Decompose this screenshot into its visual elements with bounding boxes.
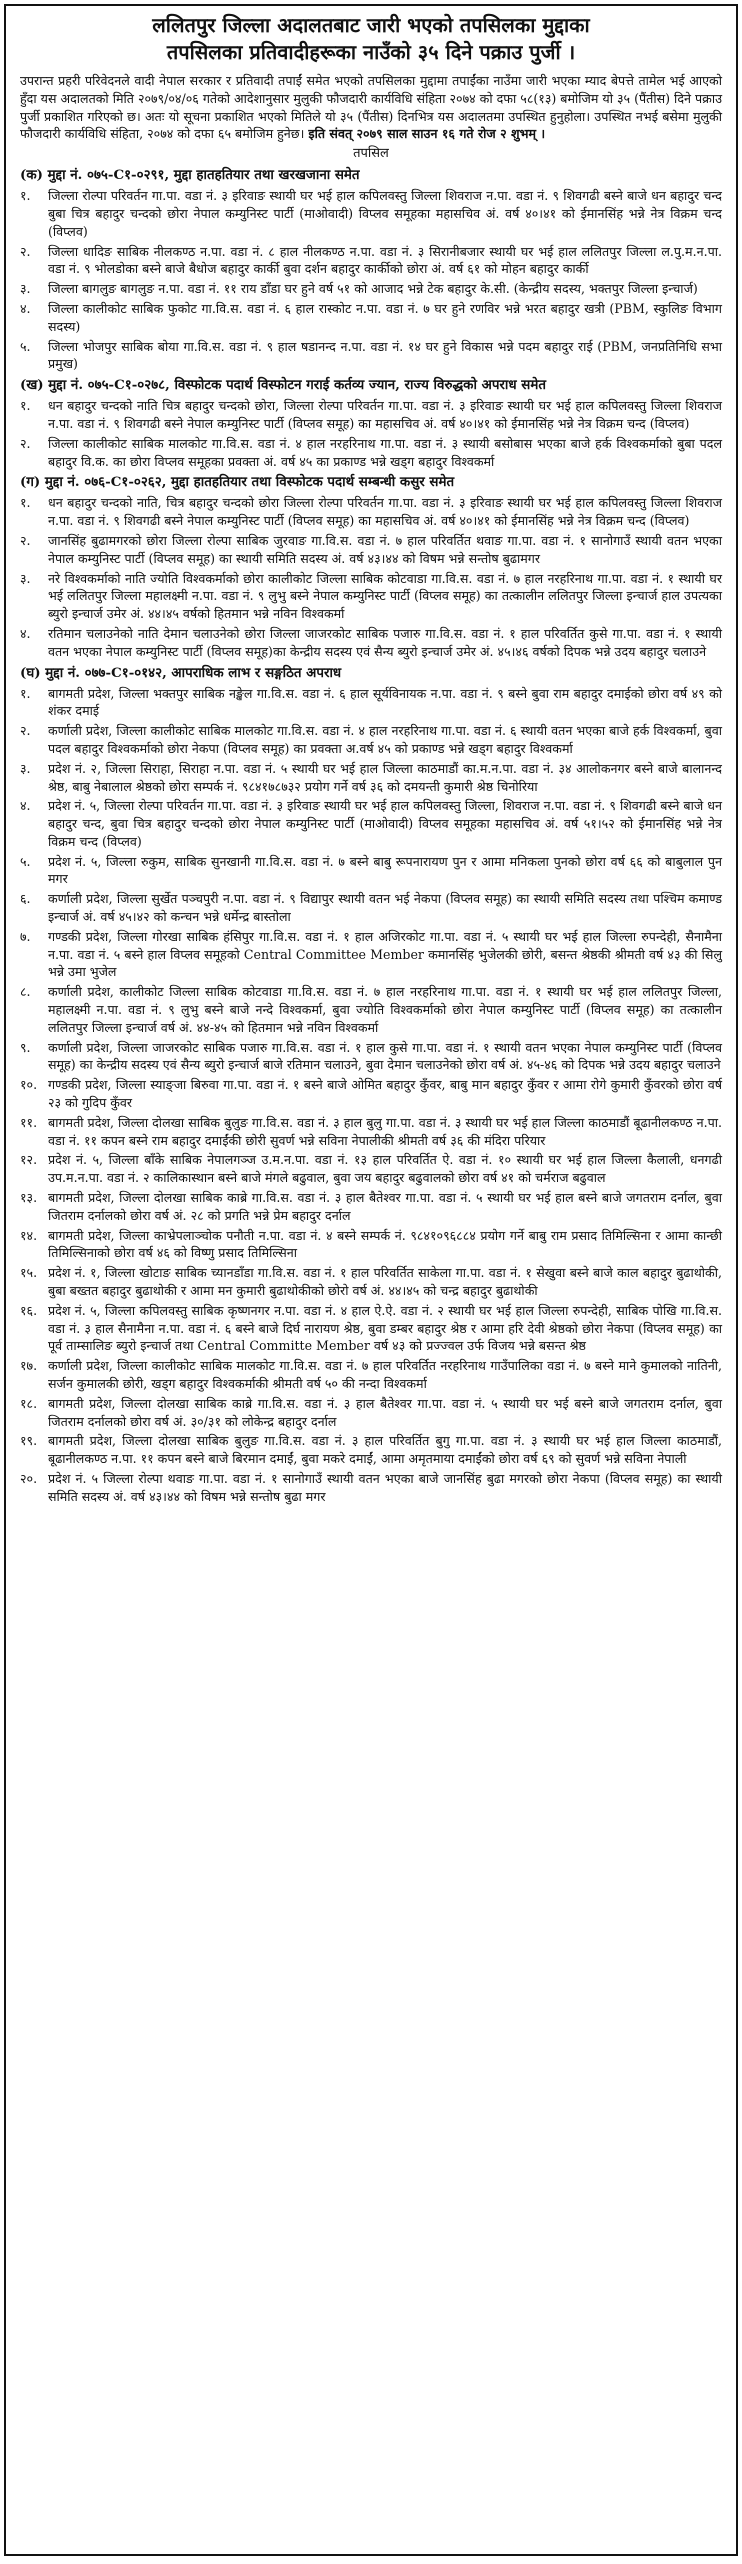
- entry-text: जिल्ला कालीकोट साबिक फुकोट गा.वि.स. वडा नं. ६ हाल रास्कोट न.पा. वडा नं. ७ घर हुने रणविर भन्ने भरत बहादुर खत्री (PBM, स्कुलिङ विभाग सदस्य): [48, 300, 722, 334]
- tapasil-label: तपसिल: [353, 146, 389, 162]
- entry-number: ३.: [20, 570, 31, 586]
- entry-number: १.: [20, 188, 31, 204]
- accused-entry: [20, 625, 722, 661]
- entry-number: १६.: [20, 1302, 38, 1318]
- entry-text: प्रदेश नं. १, जिल्ला खोटाङ साबिक च्यानडाँडा गा.वि.स. वडा नं. १ हाल परिवर्तित साकेला गा.पा. वडा नं. १ सेखुवा बस्ने बाजे काल बहादुर बुढाथोकी, बुबा बख्तत बहादुर बुढाथोकी र आमा मन कुमारी बुढाथोकीको छोरो वर्ष अं. ४४।४५ को चन्द्र बहादुर बुढाथोकी: [48, 1265, 722, 1299]
- entry-number: १५.: [20, 1265, 38, 1281]
- entry-number: ४.: [20, 625, 31, 641]
- accused-entry: [20, 1357, 722, 1393]
- entry-text: नरे विश्वकर्माको नाति ज्योति विश्वकर्माको छोरा कालीकोट जिल्ला साबिक कोटवाडा गा.वि.स. वडा नं. ७ हाल नरहरिनाथ गा.पा. वडा नं. १ स्थायी घर भई ललितपुर जिल्ला महालक्ष्मी न.पा. वडा नं. ९ लुभु बस्ने नेपाल कम्युनिस्ट पार्टी (विप्लव समूह) का तत्कालीन ललितपुर जिल्ला इन्चार्ज हाल उपत्यका ब्युरो इन्चार्ज उमेर अं. ४४।४५ वर्षको हितमान भन्ने नविन विश्वकर्मा: [48, 570, 722, 622]
- case-sections: [20, 166, 722, 1505]
- entry-number: १२.: [20, 1152, 38, 1168]
- accused-entry: [20, 1302, 722, 1355]
- accused-entry: [20, 928, 722, 981]
- accused-entry: [20, 1076, 722, 1112]
- accused-entry: [20, 338, 722, 374]
- entry-text: प्रदेश नं. ५, जिल्ला रोल्पा परिवर्तन गा.पा. वडा नं. ३ इरिवाङ स्थायी घर भई हाल कपिलवस्तु जिल्ला, शिवराज न.पा. वडा नं. ९ शिवगढी बस्ने बाजे धन बहादुर चन्द, बुवा चित्र बहादुर चन्दको छोरा नेपाल कम्युनिस्ट पार्टी (माओवादी) विप्लव समूहका महासचिव अं. वर्ष ५१।५२ को ईमानसिंह भन्ने नेत्र विक्रम चन्द (विप्लव): [48, 798, 722, 849]
- entry-text: बागमती प्रदेश, जिल्ला दोलखा साबिक बुलुङ गा.वि.स. वडा नं. ३ हाल बुलु गा.पा. वडा नं. ३ स्थायी घर भई हाल जिल्ला काठमाडौं बूढानीलकण्ठ न.पा. वडा नं. ११ कपन बस्ने राम बहादुर दमाईंकी छोरी सुवर्ण भन्ने सविना नेपालीकी श्रीमती वर्ष ३६ की मंदिरा परियार: [48, 1114, 722, 1148]
- entry-number: २.: [20, 243, 31, 259]
- entry-number: १.: [20, 685, 31, 701]
- accused-entry: [20, 570, 722, 623]
- entry-number: ३.: [20, 281, 31, 297]
- accused-entry: [20, 722, 722, 758]
- entry-number: ७.: [20, 928, 31, 944]
- accused-entry: [20, 280, 722, 298]
- entry-number: ५.: [20, 853, 31, 869]
- entry-text: बागमती प्रदेश, जिल्ला दोलखा साबिक काब्रे गा.वि.स. वडा नं. ३ हाल बैतेश्वर गा.पा. वडा नं. ५ स्थायी घर भई हाल बस्ने बाजे जगतराम दर्नाल, बुवा जितराम दर्नालको छोरा वर्ष अं. २८ को प्रगति भन्ने प्रेम बहादुर दर्नाल: [48, 1190, 722, 1223]
- entry-text: कर्णाली प्रदेश, कालीकोट जिल्ला साबिक कोटवाडा गा.वि.स. वडा नं. ७ हाल नरहरिनाथ गा.पा. वडा नं. १ स्थायी घर भई हाल ललितपुर जिल्ला, महालक्ष्मी न.पा. वडा नं. ९ लुभु बस्ने बाजे नन्दे विश्वकर्मा, बुवा ज्योति विश्वकर्माको छोरा नेपाल कम्युनिस्ट पार्टी (विप्लव समूह) का तत्कालीन ललितपुर जिल्ला इन्चार्ज वर्ष अं. ४४-४५ को हितमान भन्ने नविन विश्वकर्मा: [48, 984, 722, 1035]
- accused-entry: [20, 397, 722, 433]
- case-heading: (घ) मुद्दा नं. ०७७-C१-०१४२, आपराधिक लाभ र सङ्गठित अपराध: [20, 664, 342, 681]
- accused-entry: [20, 1151, 722, 1187]
- accused-entry: [20, 1039, 722, 1075]
- entry-number: ४.: [20, 798, 31, 814]
- accused-entry: [20, 435, 722, 471]
- accused-entry: [20, 494, 722, 530]
- entry-text: प्रदेश नं. ५, जिल्ला रुकुम, साबिक सुनखानी गा.वि.स. वडा नं. ७ बस्ने बाबु रूपनारायण पुन र आमा मनिकला पुनको छोरा वर्ष ६६ को बाबुलाल पुन मगर: [48, 853, 722, 887]
- entry-text: बागमती प्रदेश, जिल्ला भक्तपुर साबिक नङ्खेल गा.वि.स. वडा नं. ६ हाल सूर्यविनायक न.पा. वडा नं. ९ बस्ने बुवा राम बहादुर दमाईको छोरा वर्ष ४९ को शंकर दमाई: [48, 685, 722, 719]
- entry-number: १.: [20, 398, 31, 414]
- accused-entry: [20, 1395, 722, 1431]
- accused-entry: [20, 760, 722, 796]
- entry-number: २.: [20, 723, 31, 739]
- entry-number: १४.: [20, 1227, 38, 1243]
- entry-number: १०.: [20, 1077, 38, 1093]
- entry-text: कर्णाली प्रदेश, जिल्ला कालीकोट साबिक मालकोट गा.वि.स. वडा नं. ४ हाल नरहरिनाथ गा.पा. वडा नं. ६ स्थायी वतन भएका बाजे हर्क विश्वकर्मा, बुवा पदल बहादुर विश्वकर्माको छोरा नेकपा (विप्लव समूह) का प्रवक्ता अ.वर्ष ४५ को प्रकाण्ड भन्ने खड्ग बहादुर विश्वकर्मा: [48, 723, 722, 756]
- notice-page: [4, 4, 738, 2556]
- entry-number: १८.: [20, 1395, 38, 1411]
- accused-entry: [20, 890, 722, 926]
- entry-text: धन बहादुर चन्दको नाति चित्र बहादुर चन्दको छोरा, जिल्ला रोल्पा परिवर्तन गा.पा. वडा नं. ३ इरिवाङ स्थायी घर भई हाल कपिलवस्तु जिल्ला शिवराज न.पा. वडा नं. ९ शिवगढी बस्ने नेपाल कम्युनिस्ट पार्टी (विप्लव समूह) का महासचिव अं. वर्ष ४०।४१ को ईमानसिंह भन्ने नेत्र विक्रम चन्द (विप्लव): [48, 398, 722, 431]
- accused-entry: [20, 1432, 722, 1468]
- entry-number: ११.: [20, 1114, 38, 1130]
- accused-entry: [20, 532, 722, 568]
- entry-text: गण्डकी प्रदेश, जिल्ला स्याङ्जा बिरुवा गा.पा. वडा नं. १ बस्ने बाजे ओमित बहादुर कुँवर, बाबु मान बहादुर कुँवर र आमा रोगे कुमारी कुँवरको छोरा वर्ष २३ को गुदिप कुँवर: [48, 1077, 722, 1111]
- entry-text: कर्णाली प्रदेश, जिल्ला सुर्खेत पञ्चपुरी न.पा. वडा नं. ९ विद्यापुर स्थायी वतन भई नेकपा (विप्लव समूह) का स्थायी समिति सदस्य तथा पश्चिम कमाण्ड इन्चार्ज अं. वर्ष ४५।४२ को कन्चन भन्ने धर्मेन्द्र बास्तोला: [48, 891, 722, 925]
- accused-entry: [20, 1227, 722, 1263]
- accused-entry: [20, 1470, 722, 1506]
- accused-entry: [20, 1264, 722, 1300]
- entry-text: जिल्ला भोजपुर साबिक बोया गा.वि.स. वडा नं. ९ हाल षडानन्द न.पा. वडा नं. १४ घर हुने विकास भन्ने पदम बहादुर राई (PBM, जनप्रतिनिधि सभा प्रमुख): [48, 338, 722, 372]
- intro-text: उपरान्त प्रहरी परिवेदनले वादी नेपाल सरकार र प्रतिवादी तपाईं समेत भएको तपसिलका मुद्दामा तपाईंका नाउँमा जारी भएका म्याद बेपत्ते तामेल भई आएको हुँदा यस अदालतको मिति २०७९/०४/०६ गतेको आदेशानुसार मुलुकी फौजदारी कार्यविधि संहिता २०७४ को दफा ५८(१३) बमोजिम यो ३५ (पैंतीस) दिने पक्राउ पुर्जी प्रकाशित गरिएको छ। अतः यो सूचना प्रकाशित भएको मितिले यो ३५ (पैंतीस) दिनभित्र यस अदालतमा उपस्थित हुनुहोला। उपस्थित नभई बसेमा मुलुकी फौजदारी कार्यविधि संहिता, २०७४ को दफा ६५ बमोजिम हुनेछ।: [20, 73, 722, 142]
- entry-number: १.: [20, 495, 31, 511]
- entry-text: बागमती प्रदेश, जिल्ला काभ्रेपलाञ्चोक पनौती न.पा. वडा नं. ४ बस्ने सम्पर्क नं. ९८४१०९६८८४ प्रयोग गर्ने बाबु राम प्रसाद तिमिल्सिना र आमा कान्छी तिमिल्सिनाको छोरा वर्ष ४६ को विष्णु प्रसाद तिमिल्सिना: [48, 1227, 722, 1261]
- notice-title: [20, 12, 722, 66]
- accused-entry: [20, 853, 722, 889]
- entry-number: १७.: [20, 1358, 38, 1374]
- accused-entry: [20, 983, 722, 1036]
- entry-number: २०.: [20, 1470, 38, 1486]
- entry-number: १३.: [20, 1190, 38, 1206]
- entry-text: प्रदेश नं. २, जिल्ला सिराहा, सिराहा न.पा. वडा नं. ५ स्थायी घर भई हाल जिल्ला काठमाडौं का.म.न.पा. वडा नं. ३४ आलोकनगर बस्ने बाजे बालानन्द श्रेष्ठ, बाबु नेबालाल श्रेष्ठको छोरा सम्पर्क नं. ९८४१७८७३२ प्रयोग गर्ने वर्ष ३६ को दमयन्ती कुमारी श्रेष्ठ चिनोरिया: [48, 760, 722, 794]
- entry-number: २.: [20, 532, 31, 548]
- notice-title-line-2: तपसिलका प्रतिवादीहरूका नाउँको ३५ दिने पक्राउ पुर्जी ।: [166, 40, 576, 64]
- entry-number: ६.: [20, 891, 31, 907]
- entry-number: ८.: [20, 984, 31, 1000]
- entry-text: जिल्ला धादिङ साबिक नीलकण्ठ न.पा. वडा नं. ८ हाल नीलकण्ठ न.पा. वडा नं. ३ सिरानीबजार स्थायी घर भई हाल ललितपुर जिल्ला ल.पु.म.न.पा. वडा नं. ९ भोलडोका बस्ने बाजे बैधोज बहादुर कार्की बुवा दर्शन बहादुर कार्कीको छोरा अं. वर्ष ६१ को मोहन बहादुर कार्की: [48, 243, 722, 277]
- entry-text: रतिमान चलाउनेको नाति देमान चलाउनेको छोरा जिल्ला जाजरकोट साबिक पजारु गा.वि.स. वडा नं. १ हाल परिवर्तित कुसे गा.पा. वडा नं. १ स्थायी वतन भएका नेपाल कम्युनिस्ट पार्टी (विप्लव समूह)का केन्द्रीय सदस्य एवं सैन्य ब्युरो इन्चार्ज उमेर अं. ४५।४६ वर्षको दिपक भन्ने उदय बहादुर चलाउने: [48, 625, 722, 659]
- case-heading: (ख) मुद्दा नं. ०७५-C१-०२७८, विस्फोटक पदार्थ विस्फोटन गराई कर्तव्य ज्यान, राज्य विरुद्धको अपराध समेत: [20, 377, 546, 394]
- entry-text: जानसिंह बुढामगरको छोरा जिल्ला रोल्पा साबिक जुरवाङ गा.वि.स. वडा नं. ७ हाल परिवर्तित थवाङ गा.पा. वडा नं. १ सानोगाउँ स्थायी वतन भएका नेपाल कम्युनिस्ट पार्टी (विप्लव समूह) का स्थायी समिति सदस्य अं. वर्ष ४३।४४ को विषम भन्ने सन्तोष बुढामगर: [48, 532, 722, 566]
- accused-entry: [20, 300, 722, 336]
- notice-title-line-1: ललितपुर जिल्ला अदालतबाट जारी भएको तपसिलका मुद्दाका: [152, 13, 590, 37]
- entry-text: जिल्ला कालीकोट साबिक मालकोट गा.वि.स. वडा नं. ४ हाल नरहरिनाथ गा.पा. वडा नं. ३ स्थायी बसोबास भएका बाजे हर्क विश्वकर्माको बुबा पदल बहादुर वि.क. का छोरा विप्लव समूहका प्रवक्ता अं. वर्ष ४५ का प्रकाण्ड भन्ने खड्ग बहादुर विश्वकर्मा: [48, 435, 722, 469]
- accused-entry: [20, 243, 722, 279]
- accused-entry: [20, 187, 722, 240]
- entry-text: बागमती प्रदेश, जिल्ला दोलखा साबिक बुलुङ गा.वि.स. वडा नं. ३ हाल परिवर्तित बुगु गा.पा. वडा नं. ३ स्थायी घर भई हाल जिल्ला काठमाडौं, बूढानीलकण्ठ न.पा. ११ कपन बस्ने बाजे बिरमान दमाईं, बुवा मकरे दमाईं, आमा अमृतमाया दमाईंको छोरा वर्ष ६९ को सुवर्ण भन्ने सविना नेपाली: [48, 1433, 722, 1467]
- notice-intro: [20, 72, 722, 143]
- entry-text: जिल्ला बागलुङ बागलुङ न.पा. वडा नं. ११ राय डाँडा घर हुने वर्ष ५१ को आजाद भन्ने टेक बहादुर के.सी. (केन्द्रीय सदस्य, भक्तपुर जिल्ला इन्चार्ज): [48, 281, 698, 297]
- accused-entry: [20, 797, 722, 850]
- entry-number: ५.: [20, 338, 31, 354]
- accused-entry: [20, 1189, 722, 1225]
- entry-text: कर्णाली प्रदेश, जिल्ला कालीकोट साबिक मालकोट गा.वि.स. वडा नं. ७ हाल परिवर्तित नरहरिनाथ गाउँपालिका वडा नं. ७ बस्ने माने कुमालको नातिनी, सर्जन कुमालकी छोरी, खड्ग बहादुर विश्वकर्माकी श्रीमती वर्ष ५० की नन्दा विश्वकर्मा: [48, 1358, 722, 1391]
- entry-text: प्रदेश नं. ५ जिल्ला रोल्पा थवाङ गा.पा. वडा नं. १ सानोगाउँ स्थायी वतन भएका बाजे जानसिंह बुढा मगरको छोरा नेकपा (विप्लव समूह) का स्थायी समिति सदस्य अं. वर्ष ४३।४४ को विषम भन्ने सन्तोष बुढा मगर: [48, 1470, 722, 1504]
- entry-text: गण्डकी प्रदेश, जिल्ला गोरखा साबिक हंसिपुर गा.वि.स. वडा नं. १ हाल अजिरकोट गा.पा. वडा नं. ५ स्थायी घर भई हाल जिल्ला रुपन्देही, सैनामैना न.पा. वडा नं. ५ बस्ने हाल विप्लव समूहको Central Committee Member कमानसिंह भुजेलकी छोरी, बसन्त श्रेष्ठकी श्रीमती वर्ष ४३ की सिलु भन्ने उमा भुजेल: [48, 928, 722, 980]
- case-heading: (क) मुद्दा नं. ०७५-C१-०२९१, मुद्दा हातहतियार तथा खरखजाना समेत: [20, 167, 360, 184]
- entry-number: ३.: [20, 760, 31, 776]
- entry-text: प्रदेश नं. ५, जिल्ला कपिलवस्तु साबिक कृष्णनगर न.पा. वडा नं. ४ हाल ऐ.ऐ. वडा नं. २ स्थायी घर भई हाल जिल्ला रुपन्देही, साबिक पोखि गा.वि.स. वडा नं. ३ हाल सैनामैना न.पा. वडा नं. ६ बस्ने बाजे दिर्घ नारायण श्रेष्ठ, बुवा डम्बर बहादुर श्रेष्ठ र आमा हरि देवी श्रेष्ठको छोरा नेकपा (विप्लव समूह) का पूर्व ताम्सालिङ ब्युरो इन्चार्ज तथा Central Committe Member वर्ष ४३ को प्रज्ज्वल उर्फ विजय भन्ने बसन्त श्रेष्ठ: [48, 1302, 722, 1354]
- accused-entry: [20, 1114, 722, 1150]
- accused-entry: [20, 685, 722, 721]
- entry-text: बागमती प्रदेश, जिल्ला दोलखा साबिक काब्रे गा.वि.स. वडा नं. ३ हाल बैतेश्वर गा.पा. वडा नं. ५ स्थायी घर भई बस्ने बाजे जगतराम दर्नाल, बुवा जितराम दर्नालको छोरा वर्ष अं. ३०/३१ को लोकेन्द्र बहादुर दर्नाल: [48, 1395, 722, 1429]
- intro-date: इति संवत् २०७९ साल साउन १६ गते रोज २ शुभम् ।: [308, 126, 546, 142]
- entry-number: २.: [20, 435, 31, 451]
- entry-text: कर्णाली प्रदेश, जिल्ला जाजरकोट साबिक पजारु गा.वि.स. वडा नं. १ हाल कुसे गा.पा. वडा नं. १ स्थायी वतन भएका नेपाल कम्युनिस्ट पार्टी (विप्लव समूह) का केन्द्रीय सदस्य एवं सैन्य ब्युरो इन्चार्ज बाजे रतिमान चलाउने, बुवा देमान चलाउनेको छोरा वर्ष अं. ४५-४६ को दिपक भन्ने उदय बहादुर चलाउने: [48, 1039, 722, 1073]
- entry-text: प्रदेश नं. ५, जिल्ला बाँके साबिक नेपालगञ्ज उ.म.न.पा. वडा नं. १३ हाल परिवर्तित ऐ. वडा नं. १० स्थायी घर भई हाल जिल्ला कैलाली, धनगढी उप.म.न.पा. वडा नं. २ कालिकास्थान बस्ने बाजे मंगले बढुवाल, बुवा जय बहादुर बढुवालको छोरा वर्ष ४१ को चर्मराज बढुवाल: [48, 1152, 722, 1186]
- entry-number: ९.: [20, 1039, 31, 1055]
- entry-number: ४.: [20, 300, 31, 316]
- case-heading: (ग) मुद्दा नं. ०७६-C१-०२६२, मुद्दा हातहतियार तथा विस्फोटक पदार्थ सम्बन्धी कसुर समेत: [20, 474, 455, 491]
- entry-number: १९.: [20, 1433, 38, 1449]
- entry-text: धन बहादुर चन्दको नाति, चित्र बहादुर चन्दको छोरा जिल्ला रोल्पा परिवर्तन गा.पा. वडा नं. ३ इरिवाङ स्थायी घर भई हाल कपिलवस्तु जिल्ला शिवराज न.पा. वडा नं. ९ शिवगढी बस्ने नेपाल कम्युनिस्ट पार्टी (विप्लव समूह) का महासचिव अं. वर्ष ४०।४१ को ईमानसिंह भन्ने नेत्र विक्रम चन्द (विप्लव): [48, 495, 722, 529]
- entry-text: जिल्ला रोल्पा परिवर्तन गा.पा. वडा नं. ३ इरिवाङ स्थायी घर भई हाल कपिलवस्तु जिल्ला शिवराज न.पा. वडा नं. ९ शिवगढी बस्ने बाजे धन बहादुर चन्द बुबा चित्र बहादुर चन्दको छोरा नेपाल कम्युनिस्ट पार्टी (माओवादी) विप्लव समूहका महासचिव अं. वर्ष ४०।४१ को ईमानसिंह भन्ने नेत्र विक्रम चन्द (विप्लव): [48, 188, 722, 239]
